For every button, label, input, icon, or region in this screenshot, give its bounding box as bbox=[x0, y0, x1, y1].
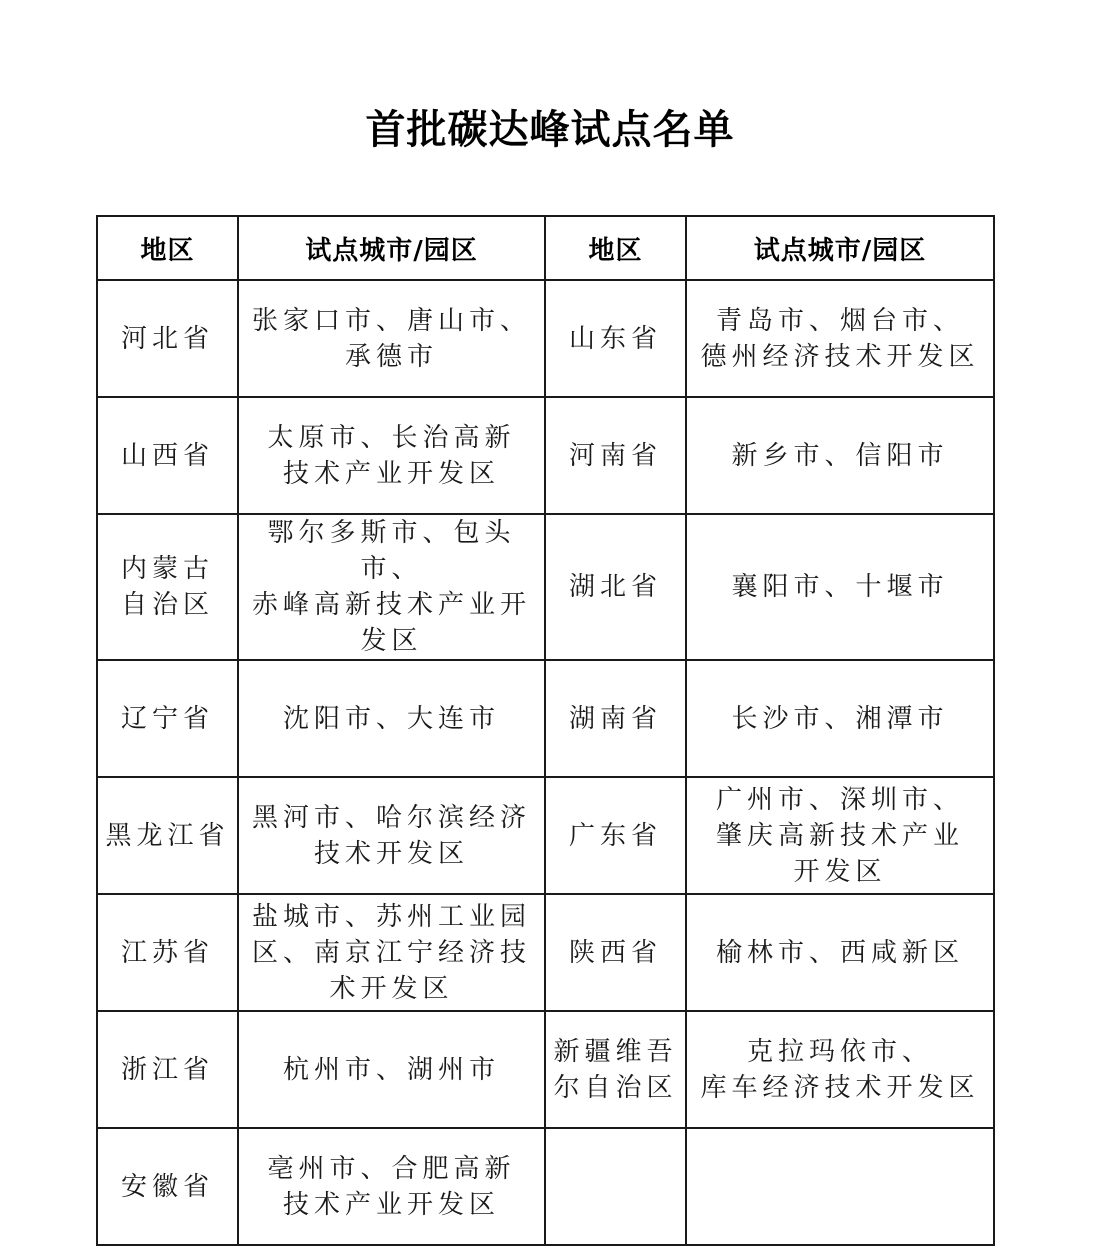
cell-line: 山东省 bbox=[568, 323, 662, 354]
cell-line: 承德市 bbox=[344, 341, 438, 372]
cell-line: 广州市、深圳市、 bbox=[715, 784, 964, 815]
table-row bbox=[97, 1128, 994, 1245]
region-cell-right bbox=[545, 514, 686, 660]
cities-cell-right bbox=[686, 514, 994, 660]
cell-line: 自治区 bbox=[120, 590, 214, 620]
table-row bbox=[97, 894, 994, 1011]
region-cell bbox=[97, 280, 238, 397]
cities-cell-right bbox=[686, 777, 994, 894]
region-cell bbox=[97, 514, 238, 660]
cities-cell bbox=[238, 777, 545, 894]
cell-line: 新乡市、信阳市 bbox=[731, 440, 949, 471]
region-cell bbox=[97, 1011, 238, 1128]
cell-line: 尔自治区 bbox=[553, 1072, 678, 1103]
cell-line: 长沙市、湘潭市 bbox=[731, 703, 949, 734]
region-cell-right bbox=[545, 777, 686, 894]
cell-line: 黑河市、哈尔滨经济 bbox=[251, 802, 531, 833]
table-body bbox=[97, 280, 994, 1245]
cities-cell bbox=[238, 894, 545, 1011]
pilot-list-table bbox=[96, 215, 995, 1246]
cell-line: 肇庆高新技术产业 bbox=[715, 820, 964, 851]
cell-line: 湖北省 bbox=[568, 572, 662, 602]
cell-line: 盐城市、苏州工业园 bbox=[251, 901, 531, 932]
cities-cell-right bbox=[686, 1011, 994, 1128]
cell-line: 榆林市、西咸新区 bbox=[715, 937, 964, 968]
cell-line: 河北省 bbox=[120, 323, 214, 354]
table-row bbox=[97, 514, 994, 660]
region-cell bbox=[97, 660, 238, 777]
cell-line: 术开发区 bbox=[329, 973, 454, 1004]
table-row bbox=[97, 1011, 994, 1128]
header-region-right: 地区 bbox=[545, 216, 686, 280]
region-cell-right bbox=[545, 397, 686, 514]
cell-line: 黑龙江省 bbox=[105, 820, 230, 851]
table-row bbox=[97, 660, 994, 777]
header-pilot-cities: 试点城市/园区 bbox=[238, 216, 545, 280]
cell-line: 德州经济技术开发区 bbox=[700, 341, 980, 372]
region-cell-right bbox=[545, 660, 686, 777]
table-header-row bbox=[97, 216, 994, 280]
region-cell-right bbox=[545, 1128, 686, 1245]
cities-cell bbox=[238, 1011, 545, 1128]
cell-line: 广东省 bbox=[568, 820, 662, 851]
cell-line: 杭州市、湖州市 bbox=[282, 1054, 500, 1085]
cell-line: 山西省 bbox=[120, 440, 214, 471]
cell-line: 太原市、长治高新 bbox=[267, 422, 516, 453]
cell-line: 技术开发区 bbox=[313, 838, 469, 869]
cities-cell bbox=[238, 280, 545, 397]
cities-cell bbox=[238, 514, 545, 660]
header-region: 地区 bbox=[97, 216, 238, 280]
cell-line: 湖南省 bbox=[568, 703, 662, 734]
cell-line: 辽宁省 bbox=[120, 703, 214, 734]
cell-line: 库车经济技术开发区 bbox=[700, 1072, 980, 1103]
cell-line: 河南省 bbox=[568, 440, 662, 471]
cell-line: 赤峰高新技术产业开 bbox=[251, 590, 531, 620]
cell-line: 区、南京江宁经济技 bbox=[251, 937, 531, 968]
cell-line: 发区 bbox=[360, 626, 423, 656]
cities-cell bbox=[238, 397, 545, 514]
cell-line: 技术产业开发区 bbox=[282, 458, 500, 489]
table-row bbox=[97, 397, 994, 514]
cities-cell-right bbox=[686, 660, 994, 777]
cell-line: 浙江省 bbox=[120, 1054, 214, 1085]
cell-line: 亳州市、合肥高新 bbox=[267, 1153, 516, 1184]
region-cell bbox=[97, 777, 238, 894]
cities-cell bbox=[238, 660, 545, 777]
cell-line: 技术产业开发区 bbox=[282, 1189, 500, 1220]
cell-line: 江苏省 bbox=[120, 937, 214, 968]
cities-cell-right bbox=[686, 894, 994, 1011]
cities-cell bbox=[238, 1128, 545, 1245]
cell-line: 鄂尔多斯市、包头市、 bbox=[267, 518, 516, 584]
cell-line: 新疆维吾 bbox=[553, 1036, 678, 1067]
region-cell bbox=[97, 894, 238, 1011]
table-row bbox=[97, 280, 994, 397]
cities-cell-right bbox=[686, 397, 994, 514]
cell-line: 青岛市、烟台市、 bbox=[715, 305, 964, 336]
cities-cell-right bbox=[686, 1128, 994, 1245]
region-cell-right bbox=[545, 280, 686, 397]
header-pilot-cities-right: 试点城市/园区 bbox=[686, 216, 994, 280]
region-cell bbox=[97, 397, 238, 514]
cities-cell-right bbox=[686, 280, 994, 397]
cell-line: 张家口市、唐山市、 bbox=[251, 305, 531, 336]
cell-line: 安徽省 bbox=[120, 1171, 214, 1202]
region-cell-right bbox=[545, 894, 686, 1011]
page-title: 首批碳达峰试点名单 bbox=[365, 107, 735, 153]
cell-line: 内蒙古 bbox=[120, 554, 214, 584]
cell-line: 襄阳市、十堰市 bbox=[731, 572, 949, 602]
region-cell-right bbox=[545, 1011, 686, 1128]
cell-line: 开发区 bbox=[793, 856, 887, 887]
cell-line: 陕西省 bbox=[568, 937, 662, 968]
table-row bbox=[97, 777, 994, 894]
region-cell bbox=[97, 1128, 238, 1245]
cell-line: 克拉玛依市、 bbox=[746, 1036, 933, 1067]
cell-line: 沈阳市、大连市 bbox=[282, 703, 500, 734]
